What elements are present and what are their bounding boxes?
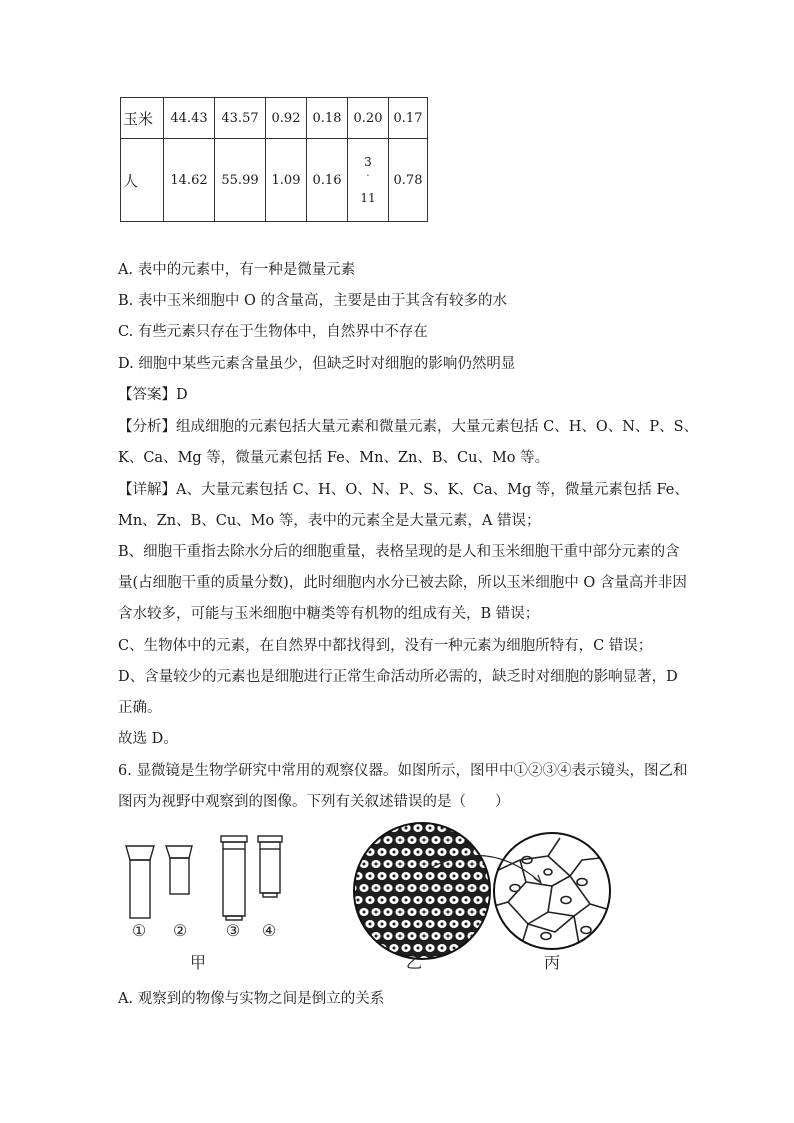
cell-nucleus-icon	[399, 911, 402, 914]
lens-label: ②	[172, 921, 188, 940]
option-b: B. 表中玉米细胞中 O 的含量高，主要是由于其含有较多的水	[118, 293, 507, 309]
cell-nucleus-icon	[375, 935, 378, 938]
wrapped-top: 3	[364, 155, 372, 169]
cell-icon	[347, 932, 356, 940]
cell-nucleus-icon	[471, 887, 474, 890]
cell-icon	[359, 932, 368, 940]
cell-icon	[443, 956, 452, 964]
cell-icon	[365, 944, 374, 952]
wrapped-mid: .	[366, 168, 370, 179]
cell-nucleus-icon	[459, 935, 462, 938]
cell-nucleus-icon	[453, 875, 456, 878]
cell-nucleus-icon	[423, 911, 426, 914]
cell-nucleus-icon	[423, 839, 426, 842]
cell-nucleus-icon	[429, 827, 432, 830]
cell-nucleus-icon	[483, 839, 486, 842]
cell-icon	[377, 824, 386, 832]
cell-nucleus-icon	[447, 863, 450, 866]
cell-nucleus-icon	[357, 947, 360, 950]
table-row	[121, 98, 428, 139]
cell-nucleus-icon	[369, 827, 372, 830]
cell-icon	[461, 824, 470, 832]
cell-nucleus-icon	[423, 887, 426, 890]
cell-nucleus-icon	[357, 827, 360, 830]
cell-nucleus-icon	[369, 947, 372, 950]
table-cell: 0.20	[348, 98, 389, 139]
cell-nucleus-icon	[363, 959, 366, 962]
cell-nucleus-icon	[465, 827, 468, 830]
cell-nucleus-icon	[483, 959, 486, 962]
table-cell: 43.57	[215, 98, 266, 139]
question-6-option-a: A. 观察到的物像与实物之间是倒立的关系	[118, 991, 385, 1007]
cell-nucleus-icon	[381, 923, 384, 926]
detail-line: 量(占细胞干重的质量分数)，此时细胞内水分已被去除，所以玉米细胞中 O 含量高并非因	[118, 575, 687, 591]
cell-nucleus-icon	[381, 899, 384, 902]
cell-nucleus-icon	[447, 959, 450, 962]
cell-nucleus-icon	[369, 851, 372, 854]
cell-nucleus-icon	[429, 875, 432, 878]
cell-nucleus-icon	[405, 923, 408, 926]
cell-nucleus-icon	[381, 851, 384, 854]
table-cell: 0.78	[389, 139, 428, 222]
cell-icon	[485, 848, 494, 856]
cell-nucleus-icon	[357, 851, 360, 854]
cell-nucleus-icon	[453, 947, 456, 950]
detail-line: D、含量较少的元素也是细胞进行正常生命活动所必需的，缺乏时对细胞的影响显著，D	[118, 669, 678, 685]
cell-nucleus-icon	[465, 947, 468, 950]
table-cell: 0.92	[266, 98, 307, 139]
cell-icon	[353, 824, 362, 832]
cell-nucleus-icon	[351, 863, 354, 866]
cell-icon	[479, 956, 488, 964]
cell-nucleus-icon	[477, 875, 480, 878]
cell-nucleus-icon	[351, 839, 354, 842]
cell-icon	[347, 836, 356, 844]
cell-nucleus-icon	[441, 923, 444, 926]
cell-icon	[353, 944, 362, 952]
cell-nucleus-icon	[363, 935, 366, 938]
cell-nucleus-icon	[483, 935, 486, 938]
cell-nucleus-icon	[411, 839, 414, 842]
option-d: D. 细胞中某些元素含量虽少，但缺乏时对细胞的影响仍然明显	[118, 356, 516, 372]
cell-nucleus-icon	[381, 827, 384, 830]
lens-3-icon	[221, 836, 247, 920]
cell-nucleus-icon	[417, 827, 420, 830]
cell-icon	[485, 920, 494, 928]
cell-nucleus-icon	[363, 887, 366, 890]
cell-nucleus-icon	[375, 863, 378, 866]
cell-nucleus-icon	[363, 863, 366, 866]
cell-nucleus-icon	[399, 887, 402, 890]
cell-nucleus-icon	[435, 935, 438, 938]
cell-nucleus-icon	[375, 911, 378, 914]
cell-nucleus-icon	[399, 935, 402, 938]
microscope-figure	[0, 820, 794, 980]
table-cell: 0.17	[389, 98, 428, 139]
cell-nucleus-icon	[441, 851, 444, 854]
cell-icon	[455, 956, 464, 964]
cell-nucleus-icon	[435, 911, 438, 914]
cell-icon	[473, 944, 482, 952]
row-label: 玉米	[121, 98, 164, 139]
cell-nucleus-icon	[399, 839, 402, 842]
cell-nucleus-icon	[489, 923, 492, 926]
cell-nucleus-icon	[405, 875, 408, 878]
cell-nucleus-icon	[435, 839, 438, 842]
cell-icon	[383, 956, 392, 964]
cell-icon	[347, 908, 356, 916]
cell-nucleus-icon	[363, 911, 366, 914]
cell-nucleus-icon	[489, 827, 492, 830]
cell-nucleus-icon	[405, 899, 408, 902]
table-cell: 44.43	[164, 98, 215, 139]
cell-nucleus-icon	[393, 923, 396, 926]
detail-line: 含水较多，可能与玉米细胞中糖类等有机物的组成有关，B 错误；	[118, 606, 540, 622]
cell-nucleus-icon	[351, 911, 354, 914]
detail-line: C、生物体中的元素，在自然界中都找得到，没有一种元素为细胞所特有，C 错误；	[118, 638, 653, 654]
view-yi-image	[347, 823, 494, 964]
cell-nucleus-icon	[447, 887, 450, 890]
cell-nucleus-icon	[417, 923, 420, 926]
cell-icon	[467, 956, 476, 964]
cell-nucleus-icon	[417, 899, 420, 902]
lens-label: ③	[225, 921, 241, 940]
cell-nucleus-icon	[477, 827, 480, 830]
cell-icon	[479, 836, 488, 844]
cell-nucleus-icon	[471, 839, 474, 842]
cell-nucleus-icon	[375, 887, 378, 890]
cell-nucleus-icon	[399, 959, 402, 962]
cell-nucleus-icon	[477, 923, 480, 926]
cell-nucleus-icon	[387, 887, 390, 890]
cell-nucleus-icon	[459, 887, 462, 890]
cell-nucleus-icon	[471, 959, 474, 962]
cell-nucleus-icon	[351, 959, 354, 962]
cell-nucleus-icon	[429, 899, 432, 902]
cell-nucleus-icon	[447, 935, 450, 938]
cell-nucleus-icon	[489, 947, 492, 950]
cell-nucleus-icon	[447, 839, 450, 842]
cell-nucleus-icon	[483, 887, 486, 890]
cell-nucleus-icon	[489, 851, 492, 854]
cell-nucleus-icon	[453, 827, 456, 830]
figure-jia-label: 甲	[189, 953, 207, 972]
cell-nucleus-icon	[441, 899, 444, 902]
table-cell-wrapped	[348, 139, 389, 222]
cell-nucleus-icon	[411, 863, 414, 866]
lens-2-icon	[166, 846, 192, 894]
cell-icon	[473, 824, 482, 832]
cell-nucleus-icon	[411, 911, 414, 914]
cell-nucleus-icon	[387, 863, 390, 866]
cell-nucleus-icon	[399, 863, 402, 866]
cell-icon	[353, 848, 362, 856]
cell-nucleus-icon	[363, 839, 366, 842]
cell-nucleus-icon	[405, 947, 408, 950]
cell-icon	[479, 932, 488, 940]
cell-nucleus-icon	[477, 947, 480, 950]
cell-nucleus-icon	[417, 851, 420, 854]
question-6-line: 6. 显微镜是生物学研究中常用的观察仪器。如图所示，图甲中①②③④表示镜头，图乙和	[118, 763, 688, 779]
cell-icon	[365, 824, 374, 832]
figure-yi-label: 乙	[405, 953, 423, 972]
option-c: C. 有些元素只存在于生物体中，自然界中不存在	[118, 324, 428, 340]
cell-nucleus-icon	[459, 959, 462, 962]
lens-label: ①	[131, 921, 147, 940]
cell-nucleus-icon	[435, 887, 438, 890]
table-cell: 1.09	[266, 139, 307, 222]
cell-nucleus-icon	[351, 935, 354, 938]
cell-nucleus-icon	[393, 899, 396, 902]
cell-nucleus-icon	[459, 911, 462, 914]
cell-nucleus-icon	[459, 863, 462, 866]
cell-nucleus-icon	[357, 899, 360, 902]
cell-icon	[371, 956, 380, 964]
cell-nucleus-icon	[369, 875, 372, 878]
cell-nucleus-icon	[387, 959, 390, 962]
table-cell: 14.62	[164, 139, 215, 222]
table-row	[121, 139, 428, 222]
cell-icon	[359, 956, 368, 964]
cell-icon	[485, 824, 494, 832]
cell-icon	[359, 836, 368, 844]
wrapped-bottom: 11	[360, 191, 376, 205]
cell-nucleus-icon	[387, 911, 390, 914]
cell-nucleus-icon	[393, 851, 396, 854]
cell-nucleus-icon	[429, 851, 432, 854]
cell-nucleus-icon	[393, 947, 396, 950]
lens-label: ④	[261, 921, 277, 940]
detail-line: Mn、Zn、B、Cu、Mo 等，表中的元素全是大量元素，A 错误；	[118, 513, 541, 529]
cell-nucleus-icon	[453, 899, 456, 902]
cell-icon	[485, 944, 494, 952]
cell-nucleus-icon	[483, 911, 486, 914]
cell-nucleus-icon	[375, 959, 378, 962]
cell-nucleus-icon	[417, 875, 420, 878]
cell-icon	[347, 860, 356, 868]
cell-nucleus-icon	[411, 887, 414, 890]
table-cell: 0.16	[307, 139, 348, 222]
cell-nucleus-icon	[447, 911, 450, 914]
detail-line: 故选 D。	[118, 731, 178, 747]
cell-icon	[347, 956, 356, 964]
cell-nucleus-icon	[465, 923, 468, 926]
cell-nucleus-icon	[405, 827, 408, 830]
cell-nucleus-icon	[423, 863, 426, 866]
question-6-line: 图丙为视野中观察到的图像。下列有关叙述错误的是（ ）	[118, 794, 510, 810]
answer-line: 【答案】D	[118, 387, 188, 403]
cell-nucleus-icon	[369, 899, 372, 902]
cell-nucleus-icon	[441, 875, 444, 878]
cell-nucleus-icon	[477, 899, 480, 902]
cell-nucleus-icon	[411, 935, 414, 938]
cell-nucleus-icon	[405, 851, 408, 854]
option-a: A. 表中的元素中，有一种是微量元素	[118, 262, 356, 278]
table-cell: 0.18	[307, 98, 348, 139]
cell-nucleus-icon	[417, 947, 420, 950]
cell-nucleus-icon	[387, 935, 390, 938]
cell-nucleus-icon	[429, 923, 432, 926]
cell-nucleus-icon	[357, 923, 360, 926]
table-cell: 55.99	[215, 139, 266, 222]
cell-nucleus-icon	[471, 911, 474, 914]
cell-nucleus-icon	[429, 947, 432, 950]
cell-nucleus-icon	[369, 923, 372, 926]
cell-nucleus-icon	[465, 851, 468, 854]
view-bing-image	[494, 833, 610, 950]
cell-nucleus-icon	[453, 851, 456, 854]
detail-line: 【详解】A、大量元素包括 C、H、O、N、P、S、K、Ca、Mg 等，微量元素包括 Fe、	[118, 482, 689, 498]
cell-nucleus-icon	[441, 947, 444, 950]
cell-nucleus-icon	[465, 875, 468, 878]
detail-line: B、细胞干重指去除水分后的细胞重量，表格呈现的是人和玉米细胞干重中部分元素的含	[118, 544, 680, 560]
cell-nucleus-icon	[387, 839, 390, 842]
cell-nucleus-icon	[381, 875, 384, 878]
cell-nucleus-icon	[435, 959, 438, 962]
detail-line: 正确。	[118, 700, 162, 716]
cell-nucleus-icon	[471, 863, 474, 866]
row-label: 人	[121, 139, 164, 222]
analysis-line: 【分析】组成细胞的元素包括大量元素和微量元素，大量元素包括 C、H、O、N、P、S、	[118, 419, 699, 435]
cell-nucleus-icon	[423, 935, 426, 938]
cell-nucleus-icon	[465, 899, 468, 902]
lens-1-icon	[126, 846, 154, 918]
analysis-line: K、Ca、Mg 等，微量元素包括 Fe、Mn、Zn、B、Cu、Mo 等。	[118, 450, 550, 466]
cell-nucleus-icon	[393, 875, 396, 878]
cell-nucleus-icon	[453, 923, 456, 926]
element-table	[120, 97, 428, 222]
figure-bing-label: 丙	[543, 953, 561, 972]
cell-nucleus-icon	[459, 839, 462, 842]
lens-4-icon	[258, 836, 282, 897]
